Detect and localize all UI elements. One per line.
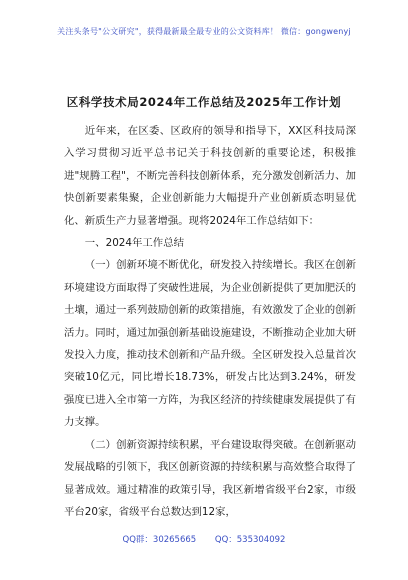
footer-contact: [0, 533, 408, 545]
header-banner: 关注头条号"公文研究"，获得最新最全最专业的公文资料库！ 微信：gongwenyj: [57, 27, 351, 36]
footer-qq-group: QQ群：30265665: [122, 535, 197, 545]
intro-paragraph: 近年来，在区委、区政府的领导和指导下，XX区科技局深入学习贯彻习近平总书记关于科技创新的重要论述，积极推进"规腾工程"，不断完善科技创新体系，充分激发创新活力、加快创新要素集聚，企业创新能力大幅提升产业创新质态明显优化、新质生产力显著增强。现将2024年工作总结如下：: [64, 125, 356, 227]
paragraph-innovation-resources: （二）创新资源持续积累，平台建设取得突破。在创新驱动发展战略的引领下，我区创新资源的持续积累与高效整合取得了显著成效。通过精准的政策引导，我区新增省级平台2家，市级平台20家，省级平台总数达到12家，: [64, 438, 356, 518]
paragraph-innovation-environment: （一）创新环境不断优化，研发投入持续增长。我区在创新环境建设方面取得了突破性进展，为企业创新提供了更加肥沃的土壤，通过一系列鼓励创新的政策措施，有效激发了企业的创新活力。同时，通过加强创新基础设施建设，不断推动企业加大研发投入力度，推动技术创新和产品升级。全区研发投入总量首次突破10亿元，同比增长18.73%，研发占比达到3.24%，研发强度已进入全市第一方阵，为我区经济的持续健康发展提供了有力支撑。: [64, 259, 356, 429]
section-heading: 一、2024年工作总结: [84, 237, 184, 250]
document-title: 区科学技术局2024年工作总结及2025年工作计划: [66, 95, 342, 109]
document-body: [64, 120, 356, 523]
footer-qq: QQ：535304092: [214, 535, 286, 545]
